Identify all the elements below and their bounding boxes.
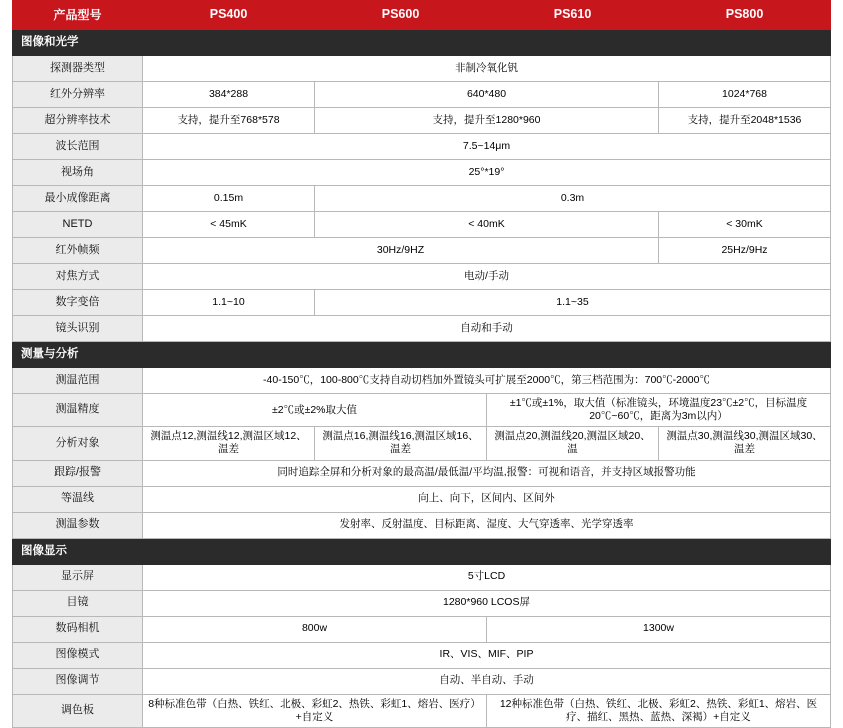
spec-label: NETD <box>13 212 143 238</box>
spec-value: 1280*960 LCOS屏 <box>143 590 831 616</box>
table-row <box>13 290 831 316</box>
spec-label: 分析对象 <box>13 427 143 460</box>
table-row <box>13 694 831 727</box>
spec-value: ±2℃或±2%取大值 <box>143 394 487 427</box>
spec-label: 超分辨率技术 <box>13 108 143 134</box>
table-row <box>13 316 831 342</box>
spec-label: 显示屏 <box>13 564 143 590</box>
table-header-row <box>13 1 831 30</box>
table-row <box>13 238 831 264</box>
section-title: 测量与分析 <box>13 342 831 368</box>
header-label-cell: 产品型号 <box>13 1 143 30</box>
spec-label: 等温线 <box>13 486 143 512</box>
spec-label: 探测器类型 <box>13 56 143 82</box>
spec-value: 640*480 <box>315 82 659 108</box>
table-row <box>13 668 831 694</box>
spec-value: ±1℃或±1%，取大值（标准镜头，环境温度23℃±2℃，目标温度20℃~60℃，距离为3m以内） <box>487 394 831 427</box>
spec-value: 测温点20,测温线20,测温区域20、温 <box>487 427 659 460</box>
table-row <box>13 368 831 394</box>
spec-value: 800w <box>143 616 487 642</box>
header-model-cell: PS600 <box>315 1 487 30</box>
spec-value: 自动、半自动、手动 <box>143 668 831 694</box>
spec-value: -40-150℃，100-800℃支持自动切档加外置镜头可扩展至2000℃，第三档范围为：700℃-2000℃ <box>143 368 831 394</box>
spec-value: 支持，提升至1280*960 <box>315 108 659 134</box>
spec-label: 测温范围 <box>13 368 143 394</box>
spec-value: 测温点16,测温线16,测温区域16、温差 <box>315 427 487 460</box>
spec-value: 向上、向下，区间内、区间外 <box>143 486 831 512</box>
spec-value: 1.1~10 <box>143 290 315 316</box>
spec-value: 12种标准色带（白热、铁红、北极、彩虹2、热铁、彩虹1、熔岩、医疗、描红、黑热、蓝热、深褐）+自定义 <box>487 694 831 727</box>
spec-value: 0.3m <box>315 186 831 212</box>
section-title-row <box>13 342 831 368</box>
spec-value: 同时追踪全屏和分析对象的最高温/最低温/平均温,报警：可视和语音，并支持区域报警功能 <box>143 460 831 486</box>
spec-label: 对焦方式 <box>13 264 143 290</box>
spec-label: 测温参数 <box>13 512 143 538</box>
spec-value: 自动和手动 <box>143 316 831 342</box>
spec-value: 5寸LCD <box>143 564 831 590</box>
spec-value: 电动/手动 <box>143 264 831 290</box>
spec-value: 1300w <box>487 616 831 642</box>
spec-label: 视场角 <box>13 160 143 186</box>
spec-value: 测温点30,测温线30,测温区域30、温差 <box>659 427 831 460</box>
spec-value: 30Hz/9HZ <box>143 238 659 264</box>
table-row <box>13 264 831 290</box>
spec-value: < 45mK <box>143 212 315 238</box>
spec-label: 数码相机 <box>13 616 143 642</box>
spec-value: 384*288 <box>143 82 315 108</box>
spec-value: 支持，提升至2048*1536 <box>659 108 831 134</box>
spec-value: 1024*768 <box>659 82 831 108</box>
spec-label: 跟踪/报警 <box>13 460 143 486</box>
table-row <box>13 212 831 238</box>
spec-label: 图像调节 <box>13 668 143 694</box>
table-row <box>13 394 831 427</box>
section-title-row <box>13 30 831 56</box>
spec-label: 图像模式 <box>13 642 143 668</box>
spec-value: 25°*19° <box>143 160 831 186</box>
spec-label: 红外帧频 <box>13 238 143 264</box>
spec-value: 0.15m <box>143 186 315 212</box>
spec-value: 7.5~14μm <box>143 134 831 160</box>
table-row <box>13 134 831 160</box>
spec-value: 支持，提升至768*578 <box>143 108 315 134</box>
header-model-cell: PS400 <box>143 1 315 30</box>
section-title: 图像显示 <box>13 538 831 564</box>
spec-value: 25Hz/9Hz <box>659 238 831 264</box>
spec-label: 波长范围 <box>13 134 143 160</box>
table-row <box>13 616 831 642</box>
header-model-cell: PS800 <box>659 1 831 30</box>
spec-label: 最小成像距离 <box>13 186 143 212</box>
spec-label: 红外分辨率 <box>13 82 143 108</box>
section-title-row <box>13 538 831 564</box>
table-row <box>13 108 831 134</box>
spec-value: 非制冷氧化钒 <box>143 56 831 82</box>
spec-label: 数字变倍 <box>13 290 143 316</box>
spec-value: IR、VIS、MIF、PIP <box>143 642 831 668</box>
table-row <box>13 512 831 538</box>
spec-value: 测温点12,测温线12,测温区域12、温差 <box>143 427 315 460</box>
spec-value: < 40mK <box>315 212 659 238</box>
table-row <box>13 460 831 486</box>
product-spec-table <box>12 0 831 728</box>
spec-value: 8种标准色带（白热、铁红、北极、彩虹2、热铁、彩虹1、熔岩、医疗）+自定义 <box>143 694 487 727</box>
spec-value: < 30mK <box>659 212 831 238</box>
table-row <box>13 160 831 186</box>
section-title: 图像和光学 <box>13 30 831 56</box>
spec-label: 目镜 <box>13 590 143 616</box>
header-model-cell: PS610 <box>487 1 659 30</box>
spec-label: 调色板 <box>13 694 143 727</box>
spec-value: 发射率、反射温度、目标距离、湿度、大气穿透率、光学穿透率 <box>143 512 831 538</box>
spec-value: 1.1~35 <box>315 290 831 316</box>
table-row <box>13 642 831 668</box>
table-row <box>13 56 831 82</box>
spec-label: 镜头识别 <box>13 316 143 342</box>
table-row <box>13 82 831 108</box>
table-row <box>13 486 831 512</box>
spec-label: 测温精度 <box>13 394 143 427</box>
table-row <box>13 427 831 460</box>
table-row <box>13 590 831 616</box>
table-row <box>13 186 831 212</box>
table-row <box>13 564 831 590</box>
